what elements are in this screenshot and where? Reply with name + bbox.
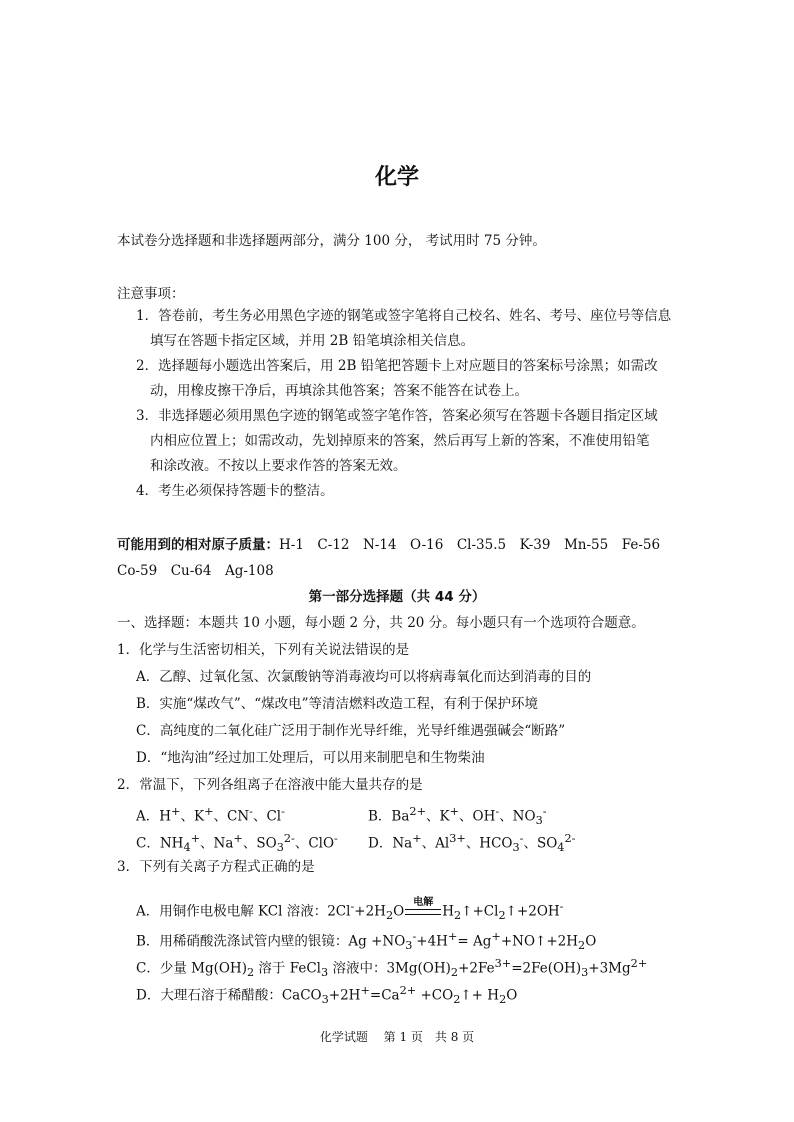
atomic-mass-line-2: Co-59 Cu-64 Ag-108 bbox=[117, 563, 274, 579]
notice-item-3-cont2: 和涂改液。不按以上要求作答的答案无效。 bbox=[150, 458, 407, 474]
q2-option-a: A．H+、K+、CN-、Cl- bbox=[136, 805, 285, 825]
notice-item-2-cont: 动，用橡皮擦干净后，再填涂其他答案；答案不能答在试卷上。 bbox=[150, 383, 528, 399]
q3-option-a: A．用铜作电极电解 KCl 溶液：$2Cl^-+2H_2O$ 电解 $H_2↑+Cl_2↑+2OH^-$ bbox=[136, 896, 564, 923]
section1-instruction: 一、选择题：本题共 10 小题，每小题 2 分，共 20 分。每小题只有一个选项符合题意。 bbox=[117, 615, 645, 631]
q1-stem: 1．化学与生活密切相关，下列有关说法错误的是 bbox=[117, 642, 410, 658]
part1-heading: 第一部分选择题（共 44 分） bbox=[308, 589, 486, 605]
notice-item-2: 2．选择题每小题选出答案后，用 2B 铅笔把答题卡上对应题目的答案标号涂黑；如需改 bbox=[136, 358, 658, 374]
q1-option-c: C．高纯度的二氧化硅广泛用于制作光导纤维，光导纤维遇强碱会“断路” bbox=[136, 723, 566, 739]
q3-option-d: D．大理石溶于稀醋酸：$CaCO_3+2H^+=Ca^{2+}$ $+CO_2↑+ H_2O$ bbox=[136, 984, 518, 1007]
q3-option-c: C．少量 $Mg(OH)_2$ 溶于 FeCl$_3$ 溶液中：$3Mg(OH)_2+2Fe^{3+}=2Fe(OH)_3+3Mg^{2+}$ bbox=[136, 957, 648, 980]
notice-heading: 注意事项： bbox=[117, 286, 185, 302]
q2-stem: 2．常温下，下列各组离子在溶液中能大量共存的是 bbox=[117, 777, 423, 793]
exam-intro: 本试卷分选择题和非选择题两部分，满分 100 分， 考试用时 75 分钟。 bbox=[117, 233, 546, 249]
notice-item-1-cont: 填写在答题卡指定区域，并用 2B 铅笔填涂相关信息。 bbox=[150, 333, 475, 349]
q3-stem: 3．下列有关离子方程式正确的是 bbox=[117, 859, 315, 875]
notice-item-4: 4．考生必须保持答题卡的整洁。 bbox=[136, 483, 334, 499]
q3-option-b: B．用稀硝酸洗涤试管内壁的银镜：$Ag +NO_3^-+4H^+=$ $Ag^++NO↑+2H_2O$ bbox=[136, 930, 597, 953]
q1-option-b: B．实施“煤改气”、“煤改电”等清洁燃料改造工程，有利于保护环境 bbox=[136, 696, 539, 712]
q2-option-b: B．$Ba^{2+}$、K+、OH-、$NO_3^-$ bbox=[368, 805, 547, 828]
q2-option-d: D．Na+、$Al^{3+}$、$HCO_3^-$、$SO_4^{2-}$ bbox=[368, 832, 576, 855]
atomic-mass-values: H-1 C-12 N-14 O-16 Cl-35.5 K-39 Mn-55 Fe-56 bbox=[279, 537, 661, 553]
notice-item-3: 3．非选择题必须用黑色字迹的钢笔或签字笔作答，答案必须写在答题卡各题目指定区域 bbox=[136, 408, 658, 424]
q1-option-a: A．乙醇、过氧化氢、次氯酸钠等消毒液均可以将病毒氧化而达到消毒的目的 bbox=[136, 669, 592, 685]
q1-option-d: D．“地沟油”经过加工处理后，可以用来制肥皂和生物柴油 bbox=[136, 750, 485, 766]
atomic-mass-line-1 bbox=[117, 536, 660, 554]
page-footer: 化学试题 第 1 页 共 8 页 bbox=[319, 1030, 475, 1044]
notice-item-3-cont: 内相应位置上；如需改动，先划掉原来的答案，然后再写上新的答案，不准使用铅笔 bbox=[150, 433, 650, 449]
notice-item-1: 1．答卷前，考生务必用黑色字迹的钢笔或签字笔将自己校名、姓名、考号、座位号等信息 bbox=[136, 308, 672, 324]
atomic-mass-label: 可能用到的相对原子质量： bbox=[117, 537, 279, 553]
page-title: 化学 bbox=[374, 165, 419, 190]
q2-option-c: C．$NH_4^+$、Na+、$SO_3^{2-}$、ClO- bbox=[136, 832, 338, 855]
electrolysis-arrow: 电解 bbox=[405, 903, 441, 921]
